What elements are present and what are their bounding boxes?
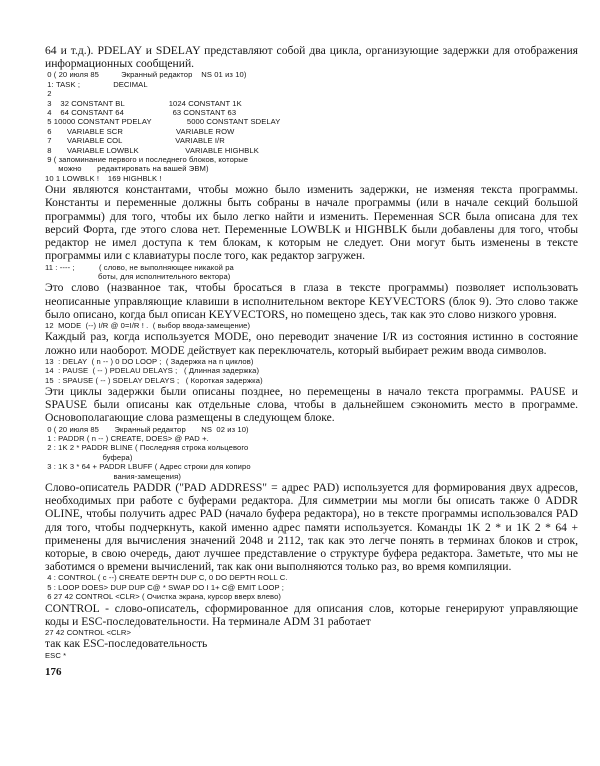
code-line-12: 12 MODE (--) I/R @ 0=I/R ! . ( выбор ввода-замещение) <box>45 320 251 330</box>
paragraph-3: Это слово (названное так, чтобы бросаться в глаза в тексте программы) позволяет использовать неописанные управляющие клавиши в исполнительном векторе KEYVECTORS (блок 9). Это слово также было описано, когда был описан KEYVECTORS, но помещено здесь, так как это слово низкого уровня. <box>45 281 578 321</box>
paragraph-8: так как ESC-последовательность <box>45 637 208 651</box>
code-lines-13-15: 13 : DELAY ( n -- ) 0 DO LOOP ; ( Задержка на n циклов) 14 : PAUSE ( -- ) PDELAU DELAYS ; ( Длинная задержка) 15 : SPAUSE ( -- ) SDELAY DELAYS ; ( Короткая задержка) <box>45 356 263 385</box>
paragraph-7: CONTROL - слово-описатель, сформированное для описания слов, которые генерируют управляющие коды и ESC-последовательности. На терминале ADM 31 работает <box>45 601 578 628</box>
code-esc-sequence: ESC * <box>45 650 67 660</box>
paragraph-6: Слово-описатель PADDR ("PAD ADDRESS" = адрес PAD) используется для формирования двух адресов, необходимых при работе с буферами редактора. Для симметрии мы могли бы описать также 0 ADDR OLINE, чтобы получить адрес PAD (начало буфера редактора), но в тексте программы использовался PAD для того, чтобы подчеркнуть, какой именно адрес памяти используется. Команды 1K 2 * и 1K 2 * 64 + применены для вычисления значений 2048 и 2112, так как это легче понять в терминах блоков и строк, которые, в свою очередь, дают лучшее представление о структуре буфера редактора. Заметьте, что мы не заботимся о времени вычислений, так как они выполняются только раз, во время компиляции. <box>45 481 578 574</box>
paragraph-4: Каждый раз, когда используется MODE, оно переводит значение I/R из состояния истинно в состояние ложно или наоборот. MODE действует как переключатель, который выбирает режим ввода символов. <box>45 330 578 357</box>
code-control-clr: 27 42 CONTROL <CLR> <box>45 628 132 638</box>
code-line-11: 11 : ---- ; ( слово, не выполняющее никакой ра боты, для исполнительного вектора) <box>45 262 234 281</box>
code-block-screen-02: 0 ( 20 июля 85 Экранный редактор NS 02 из 10) 1 : PADDR ( n -- ) CREATE, DOES> @ PAD +. 2 : 1K 2 * PADDR BLINE ( Последняя строка кольцевого буфера) 3 : 1K 3 * 64 + PADDR LBUFF ( Адрес строки для копиро вания-замещения) <box>47 424 251 481</box>
code-block-screen-01: 0 ( 20 июля 85 Экранный редактор NS 01 из 10) 1: TASK ; DECIMAL 2 3 32 CONSTANT BL 1024 CONSTANT 1K 4 64 CONSTANT 64 63 CONSTANT 63 5 10000 CONSTANT PDELAY 5000 CONSTANT SDELAY 6 VARIABLE SCR VARIABLE ROW 7 VARIABLE COL VARIABLE I/R 8 VARIABLE LOWBLK VARIABLE HIGHBLK 9 ( запоминание первого и последнего блоков, которые можно редактировать на вашей ЭВМ) 10 1 LOWBLK ! 169 HIGHBLK ! <box>45 70 281 183</box>
page-number: 176 <box>45 666 62 679</box>
paragraph-5: Эти циклы задержки были описаны позднее, но перемещены в начало текста программы. PAUSE и SPAUSE были описаны как отдельные слова, чтобы в дальнейшем сэкономить место в программе. Основополагающие слова размещены в следующем блоке. <box>45 384 578 425</box>
paragraph-2: Они являются константами, чтобы можно было изменить задержки, не изменяя текста программы. Константы и переменные должны быть собраны в начале программы (или в начале секций большой программы) для того, чтобы их было легко найти и изменить. Переменная SCR была описана для тех версий Форта, где этого слова нет. Переменные LOWBLK и HIGHBLK были добавлены для того, чтобы редактор не имел доступа к тем блокам, к которым не следует. Они могут быть изменены в тексте программы или с клавиатуры после того, как редактор загружен. <box>45 183 578 263</box>
code-lines-4-6: 4 : CONTROL ( c --) CREATE DEPTH DUP C, 0 DO DEPTH ROLL C. 5 : LOOP DOES> DUP DUP C@ * SWAP DO I 1+ C@ EMIT LOOP ; 6 27 42 CONTROL <CLR> ( Очистка экрана, курсор вверх влево) <box>47 573 288 602</box>
paragraph-1: 64 и т.д.). PDELAY и SDELAY представляют собой два цикла, организующие задержки для отображения информационных сообщений. <box>45 44 578 71</box>
